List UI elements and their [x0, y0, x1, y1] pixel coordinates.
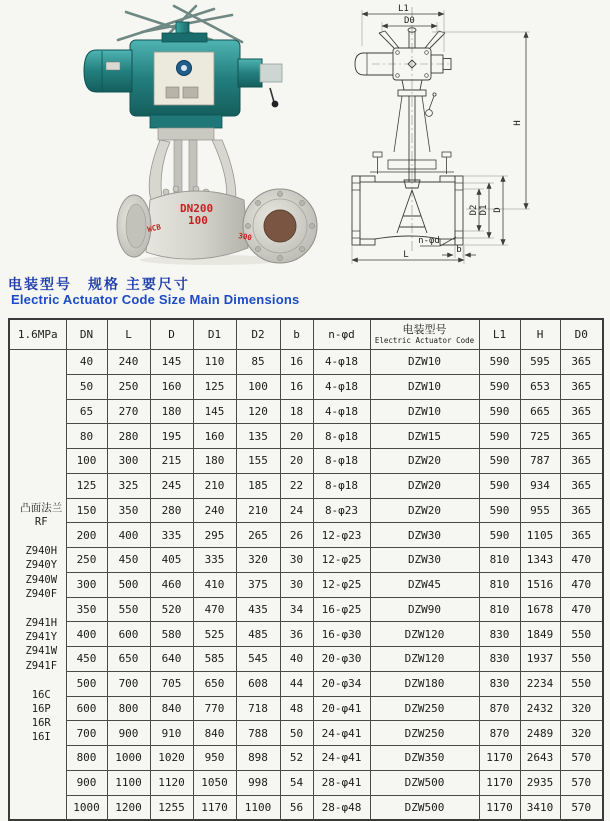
table-cell: 16: [280, 350, 313, 375]
table-cell: 44: [280, 671, 313, 696]
table-cell: 20-φ34: [313, 671, 370, 696]
valve-body-outline: [352, 176, 463, 245]
row-header-line: Z941H: [25, 616, 58, 629]
table-cell: 250: [66, 548, 107, 573]
table-cell: 545: [236, 647, 280, 672]
col-h: H: [520, 319, 560, 350]
manual-lever: [426, 93, 437, 117]
dim-label-d1: D1: [479, 204, 489, 216]
table-cell: 34: [280, 597, 313, 622]
body-marking-dn: DN200: [180, 202, 214, 215]
gate-valve-photo-illustration: [62, 2, 330, 268]
table-cell: 590: [479, 449, 520, 474]
table-cell: 40: [280, 647, 313, 672]
dim-label-d0: D0: [404, 16, 415, 26]
table-cell: 8-φ18: [313, 473, 370, 498]
table-cell: 1100: [107, 770, 150, 795]
table-cell: 580: [150, 622, 193, 647]
table-cell: 840: [150, 696, 193, 721]
table-cell: 1937: [520, 647, 560, 672]
table-cell: 20: [280, 424, 313, 449]
col-d: D: [150, 319, 193, 350]
actuator-top-cap: [162, 33, 207, 42]
table-cell: 450: [107, 548, 150, 573]
table-cell: 705: [150, 671, 193, 696]
table-cell: 1255: [150, 795, 193, 820]
table-cell: 810: [479, 548, 520, 573]
table-cell: 2489: [520, 721, 560, 746]
table-cell: 1849: [520, 622, 560, 647]
motor-nameplate: [106, 62, 120, 70]
table-cell: 650: [107, 647, 150, 672]
table-cell: 280: [150, 498, 193, 523]
table-cell: 788: [236, 721, 280, 746]
flange-bolt-hole-marks: [352, 183, 463, 238]
table-cell: 1170: [479, 746, 520, 771]
gate-valve-line-drawing: [336, 2, 608, 268]
table-cell: 900: [66, 770, 107, 795]
table-cell: DZW120: [370, 647, 479, 672]
table-cell: DZW120: [370, 622, 479, 647]
table-cell: 1343: [520, 548, 560, 573]
table-cell: 215: [150, 449, 193, 474]
table-cell: 590: [479, 374, 520, 399]
row-header-line: Z940H: [25, 545, 58, 558]
table-cell: 1020: [150, 746, 193, 771]
table-cell: 1170: [479, 795, 520, 820]
dim-label-b: b: [456, 245, 462, 255]
table-cell: 1200: [107, 795, 150, 820]
table-cell: 145: [193, 399, 236, 424]
table-cell: 1678: [520, 597, 560, 622]
table-cell: 500: [66, 671, 107, 696]
valve-type-cell: [9, 350, 66, 821]
table-cell: 16: [280, 374, 313, 399]
table-cell: 4-φ18: [313, 350, 370, 375]
table-cell: 36: [280, 622, 313, 647]
table-row: [9, 424, 603, 449]
table-cell: DZW20: [370, 449, 479, 474]
table-cell: 2234: [520, 671, 560, 696]
table-cell: 320: [560, 696, 603, 721]
flange-bore: [264, 210, 296, 242]
table-cell: 160: [193, 424, 236, 449]
table-cell: 195: [150, 424, 193, 449]
table-cell: 470: [560, 597, 603, 622]
table-cell: DZW10: [370, 374, 479, 399]
table-row: [9, 498, 603, 523]
table-cell: 1000: [107, 746, 150, 771]
table-row: [9, 449, 603, 474]
col-d0: D0: [560, 319, 603, 350]
table-cell: 870: [479, 696, 520, 721]
table-cell: 28-φ41: [313, 770, 370, 795]
row-header-spacer: [10, 425, 66, 501]
table-cell: 590: [479, 523, 520, 548]
table-cell: DZW180: [370, 671, 479, 696]
table-cell: 40: [66, 350, 107, 375]
table-cell: 125: [193, 374, 236, 399]
table-cell: 810: [479, 597, 520, 622]
row-header-line: RF: [34, 516, 48, 528]
table-row: [9, 795, 603, 820]
table-cell: 787: [520, 449, 560, 474]
flange-marking-wcb: WCB: [146, 222, 162, 234]
table-cell: 265: [236, 523, 280, 548]
col-nphid: n-φd: [313, 319, 370, 350]
row-header-line: Z940Y: [25, 559, 58, 572]
table-cell: 100: [236, 374, 280, 399]
dim-label-nphid: n-φd: [418, 236, 440, 246]
col-b: b: [280, 319, 313, 350]
table-cell: 65: [66, 399, 107, 424]
table-cell: 520: [150, 597, 193, 622]
table-row: [9, 647, 603, 672]
table-cell: 8-φ18: [313, 449, 370, 474]
table-row: [9, 622, 603, 647]
table-cell: 110: [193, 350, 236, 375]
table-cell: 350: [66, 597, 107, 622]
table-cell: 48: [280, 696, 313, 721]
table-cell: 250: [107, 374, 150, 399]
table-cell: 28-φ48: [313, 795, 370, 820]
table-cell: 550: [560, 647, 603, 672]
table-cell: 335: [150, 523, 193, 548]
output-shaft: [260, 64, 282, 82]
table-cell: 320: [236, 548, 280, 573]
table-cell: 180: [193, 449, 236, 474]
table-cell: 185: [236, 473, 280, 498]
table-cell: 550: [560, 671, 603, 696]
table-cell: 1105: [520, 523, 560, 548]
table-cell: 200: [66, 523, 107, 548]
table-cell: 295: [193, 523, 236, 548]
dimension-diagram: [336, 2, 608, 268]
table-cell: 1120: [150, 770, 193, 795]
table-cell: 24-φ41: [313, 721, 370, 746]
table-cell: 270: [107, 399, 150, 424]
table-cell: DZW20: [370, 473, 479, 498]
table-cell: 470: [560, 548, 603, 573]
table-cell: 998: [236, 770, 280, 795]
product-photo: [62, 2, 330, 268]
dim-label-h: H: [513, 120, 523, 126]
table-cell: 365: [560, 374, 603, 399]
table-body: [9, 350, 603, 821]
table-row: [9, 473, 603, 498]
table-cell: 800: [66, 746, 107, 771]
table-cell: 830: [479, 671, 520, 696]
table-cell: 30: [280, 548, 313, 573]
table-cell: DZW30: [370, 548, 479, 573]
table-cell: 470: [560, 572, 603, 597]
row-header-gap: [10, 601, 66, 616]
table-cell: 12-φ25: [313, 572, 370, 597]
table-cell: 20-φ41: [313, 696, 370, 721]
table-cell: 335: [193, 548, 236, 573]
table-cell: 570: [560, 746, 603, 771]
table-cell: 8-φ23: [313, 498, 370, 523]
table-cell: 570: [560, 770, 603, 795]
row-header-line: Z941Y: [25, 631, 58, 644]
row-header-line: 16C: [31, 688, 51, 701]
table-cell: 50: [280, 721, 313, 746]
actuator-motor: [84, 50, 132, 92]
table-cell: 12-φ23: [313, 523, 370, 548]
table-cell: 640: [150, 647, 193, 672]
table-cell: 240: [107, 350, 150, 375]
table-cell: 600: [107, 622, 150, 647]
table-cell: 26: [280, 523, 313, 548]
table-cell: 210: [236, 498, 280, 523]
table-cell: 1170: [479, 770, 520, 795]
table-cell: 160: [150, 374, 193, 399]
table-row: [9, 746, 603, 771]
table-cell: 898: [236, 746, 280, 771]
table-cell: 600: [66, 696, 107, 721]
table-row: [9, 548, 603, 573]
table-cell: 725: [520, 424, 560, 449]
table-cell: 375: [236, 572, 280, 597]
table-cell: 525: [193, 622, 236, 647]
body-marking-pn: 100: [188, 214, 208, 227]
table-cell: 365: [560, 399, 603, 424]
table-cell: 2432: [520, 696, 560, 721]
table-cell: 590: [479, 424, 520, 449]
table-cell: 210: [193, 473, 236, 498]
table-cell: 435: [236, 597, 280, 622]
table-cell: 4-φ18: [313, 374, 370, 399]
table-cell: 240: [193, 498, 236, 523]
table-cell: 1100: [236, 795, 280, 820]
table-row: [9, 399, 603, 424]
table-cell: 700: [66, 721, 107, 746]
row-header-line: 凸面法兰: [20, 501, 63, 514]
table-cell: 410: [193, 572, 236, 597]
dim-label-l1: L1: [398, 4, 409, 14]
table-cell: 300: [107, 449, 150, 474]
table-cell: 590: [479, 350, 520, 375]
table-row: [9, 770, 603, 795]
table-cell: 300: [66, 572, 107, 597]
row-header-line: Z941F: [25, 659, 58, 672]
table-cell: 100: [66, 449, 107, 474]
table-cell: 3410: [520, 795, 560, 820]
body-marking-class: 300: [237, 231, 253, 243]
dimension-lines: [352, 14, 526, 260]
table-cell: DZW30: [370, 523, 479, 548]
table-cell: 16-φ30: [313, 622, 370, 647]
table-cell: 52: [280, 746, 313, 771]
table-cell: 365: [560, 424, 603, 449]
table-cell: 550: [560, 622, 603, 647]
table-cell: 910: [150, 721, 193, 746]
table-cell: 125: [66, 473, 107, 498]
table-cell: 900: [107, 721, 150, 746]
table-cell: 2643: [520, 746, 560, 771]
table-cell: 24-φ41: [313, 746, 370, 771]
table-row: [9, 671, 603, 696]
table-cell: DZW10: [370, 399, 479, 424]
table-cell: 595: [520, 350, 560, 375]
col-actuator-code: [370, 319, 479, 350]
output-shaft-housing: [238, 59, 262, 87]
table-cell: 365: [560, 473, 603, 498]
col-actuator-code-en: Electric Actuator Code: [374, 336, 475, 345]
table-cell: 665: [520, 399, 560, 424]
col-l: L: [107, 319, 150, 350]
table-cell: 320: [560, 721, 603, 746]
table-cell: 50: [66, 374, 107, 399]
table-cell: 485: [236, 622, 280, 647]
table-cell: 450: [66, 647, 107, 672]
table-row: [9, 597, 603, 622]
table-cell: 1050: [193, 770, 236, 795]
table-row: [9, 374, 603, 399]
table-cell: 590: [479, 399, 520, 424]
table-cell: 24: [280, 498, 313, 523]
row-header-line: Z940F: [25, 587, 58, 600]
table-cell: 400: [66, 622, 107, 647]
table-cell: 470: [193, 597, 236, 622]
table-cell: 934: [520, 473, 560, 498]
yoke-flange: [158, 128, 214, 140]
table-cell: 8-φ18: [313, 424, 370, 449]
page-title-zh: 电装型号 规格 主要尺寸: [8, 276, 190, 292]
table-cell: 80: [66, 424, 107, 449]
page-title-en: Electric Actuator Code Size Main Dimensions: [11, 292, 300, 307]
col-pressure: 1.6MPa: [9, 319, 66, 350]
dimensions-table: [8, 318, 604, 821]
header-row: [9, 319, 603, 350]
table-cell: 180: [150, 399, 193, 424]
col-dn: DN: [66, 319, 107, 350]
row-header-line: Z941W: [25, 645, 58, 658]
table-cell: 1516: [520, 572, 560, 597]
table-cell: 20: [280, 449, 313, 474]
row-header-line: 16I: [31, 731, 51, 744]
row-header-line: Z940W: [25, 573, 58, 586]
table-cell: DZW250: [370, 696, 479, 721]
table-cell: 155: [236, 449, 280, 474]
table-row: [9, 721, 603, 746]
table-cell: 950: [193, 746, 236, 771]
table-cell: DZW250: [370, 721, 479, 746]
row-header-gap: [10, 673, 66, 688]
table-cell: DZW350: [370, 746, 479, 771]
table-cell: 365: [560, 523, 603, 548]
table-cell: 608: [236, 671, 280, 696]
col-l1: L1: [479, 319, 520, 350]
table-cell: 653: [520, 374, 560, 399]
table-cell: 18: [280, 399, 313, 424]
table-cell: 145: [150, 350, 193, 375]
table-cell: 365: [560, 498, 603, 523]
table-cell: 54: [280, 770, 313, 795]
table-cell: 585: [193, 647, 236, 672]
table-cell: 460: [150, 572, 193, 597]
table-cell: 570: [560, 795, 603, 820]
table-cell: 4-φ18: [313, 399, 370, 424]
dim-label-l: L: [403, 250, 409, 260]
table-cell: 1000: [66, 795, 107, 820]
table-cell: 280: [107, 424, 150, 449]
table-cell: 12-φ25: [313, 548, 370, 573]
col-actuator-code-zh: 电装型号: [402, 323, 447, 336]
table-cell: 245: [150, 473, 193, 498]
table-cell: 840: [193, 721, 236, 746]
panel-switch-right: [183, 87, 198, 98]
table-cell: DZW500: [370, 795, 479, 820]
table-cell: 1170: [193, 795, 236, 820]
table-cell: 590: [479, 473, 520, 498]
table-row: [9, 350, 603, 375]
table-cell: DZW45: [370, 572, 479, 597]
table-cell: 150: [66, 498, 107, 523]
table-cell: 56: [280, 795, 313, 820]
col-d1: D1: [193, 319, 236, 350]
actuator-base: [150, 115, 222, 128]
table-cell: 120: [236, 399, 280, 424]
table-cell: DZW20: [370, 498, 479, 523]
table-cell: DZW10: [370, 350, 479, 375]
table-cell: 2935: [520, 770, 560, 795]
table-cell: 770: [193, 696, 236, 721]
table-cell: 810: [479, 572, 520, 597]
row-header-line: 16P: [31, 702, 51, 715]
table-cell: 700: [107, 671, 150, 696]
table-cell: 20-φ30: [313, 647, 370, 672]
table-cell: 955: [520, 498, 560, 523]
table-cell: 365: [560, 449, 603, 474]
table-cell: 830: [479, 647, 520, 672]
panel-switch-left: [166, 87, 179, 98]
table-cell: 135: [236, 424, 280, 449]
table-cell: 365: [560, 350, 603, 375]
table-cell: 550: [107, 597, 150, 622]
table-cell: 590: [479, 498, 520, 523]
table-cell: 830: [479, 622, 520, 647]
table-cell: 30: [280, 572, 313, 597]
dim-label-d: D: [493, 207, 503, 213]
table-cell: 85: [236, 350, 280, 375]
lever-knob: [272, 101, 279, 108]
dim-label-d2: D2: [469, 204, 479, 216]
table-row: [9, 572, 603, 597]
table-cell: 500: [107, 572, 150, 597]
table-cell: 650: [193, 671, 236, 696]
table-cell: DZW15: [370, 424, 479, 449]
table-cell: DZW500: [370, 770, 479, 795]
table-row: [9, 696, 603, 721]
row-header-gap: [10, 529, 66, 544]
table-cell: 22: [280, 473, 313, 498]
lever: [270, 88, 274, 102]
table-row: [9, 523, 603, 548]
table-cell: 718: [236, 696, 280, 721]
table-cell: 870: [479, 721, 520, 746]
table-cell: 400: [107, 523, 150, 548]
col-d2: D2: [236, 319, 280, 350]
table-cell: 325: [107, 473, 150, 498]
table-cell: 800: [107, 696, 150, 721]
table-cell: DZW90: [370, 597, 479, 622]
table-cell: 16-φ25: [313, 597, 370, 622]
table-cell: 350: [107, 498, 150, 523]
table-cell: 405: [150, 548, 193, 573]
row-header-line: 16R: [31, 717, 51, 730]
